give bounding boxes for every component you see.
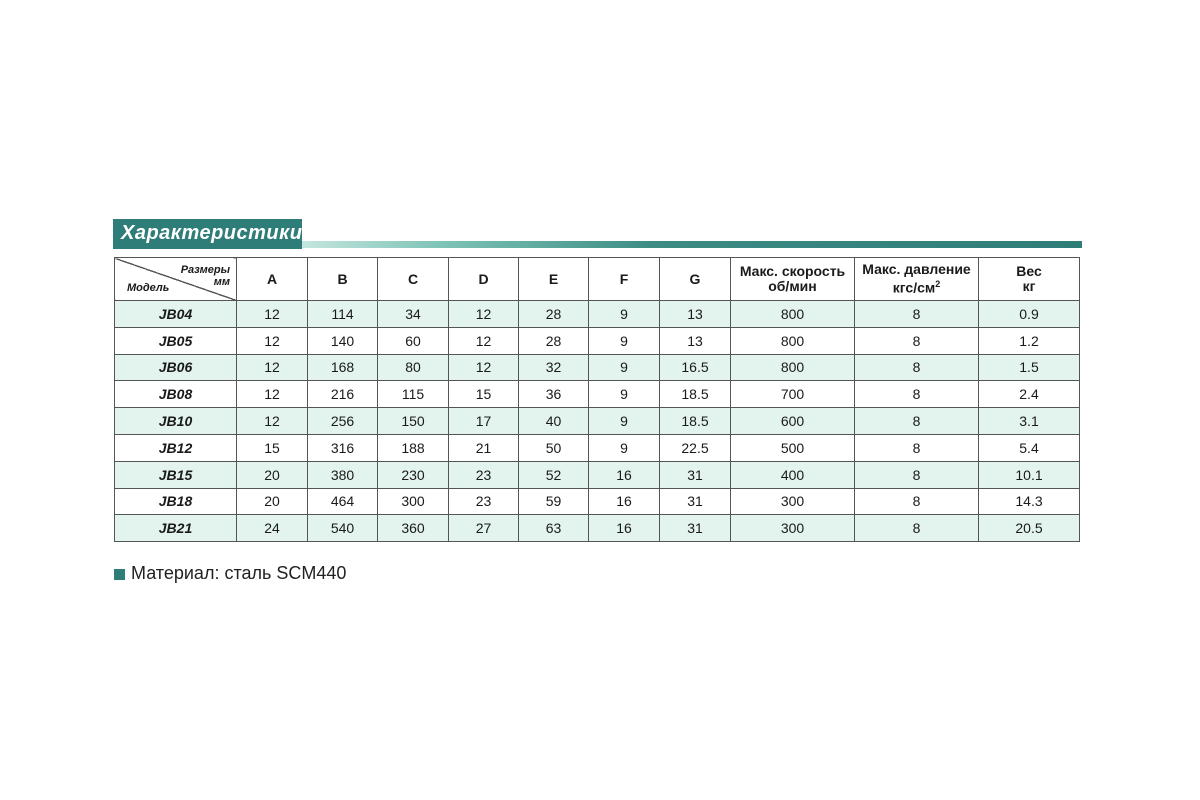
table-cell: 63: [519, 515, 589, 542]
table-cell: 230: [378, 461, 449, 488]
table-cell: 36: [519, 381, 589, 408]
table-cell: 800: [731, 301, 855, 328]
table-row: [115, 461, 1080, 488]
table-cell: 18.5: [660, 408, 731, 435]
bullet-square-icon: [114, 569, 125, 580]
table-cell: 27: [449, 515, 519, 542]
table-cell: 168: [308, 354, 378, 381]
table-cell: 12: [449, 327, 519, 354]
table-cell: 21: [449, 434, 519, 461]
table-cell: 8: [855, 461, 979, 488]
model-cell: JB05: [115, 327, 237, 354]
table-cell: 8: [855, 381, 979, 408]
table-cell: 8: [855, 434, 979, 461]
table-cell: 12: [237, 381, 308, 408]
header-col-d: D: [449, 258, 519, 301]
table-cell: 16: [589, 515, 660, 542]
table-cell: 114: [308, 301, 378, 328]
table-cell: 24: [237, 515, 308, 542]
table-cell: 20: [237, 488, 308, 515]
table-cell: 8: [855, 301, 979, 328]
header-max-pressure: Макс. давление кгс/$см^2$: [855, 258, 979, 301]
table-row: [115, 515, 1080, 542]
table-cell: 31: [660, 488, 731, 515]
table-header-row: [115, 258, 1080, 301]
table-cell: 150: [378, 408, 449, 435]
table-cell: 59: [519, 488, 589, 515]
table-cell: 9: [589, 434, 660, 461]
table-cell: 9: [589, 408, 660, 435]
table-cell: 22.5: [660, 434, 731, 461]
table-cell: 12: [449, 301, 519, 328]
table-cell: 0.9: [979, 301, 1080, 328]
table-cell: 8: [855, 488, 979, 515]
corner-dimensions-label: Размеры мм: [180, 264, 230, 288]
table-cell: 13: [660, 327, 731, 354]
table-cell: 12: [449, 354, 519, 381]
section-title-rule: [302, 241, 1082, 248]
table-cell: 1.5: [979, 354, 1080, 381]
table-cell: 40: [519, 408, 589, 435]
table-cell: 300: [378, 488, 449, 515]
header-col-c: C: [378, 258, 449, 301]
table-cell: 32: [519, 354, 589, 381]
model-cell: JB06: [115, 354, 237, 381]
table-cell: 300: [731, 515, 855, 542]
table-cell: 20.5: [979, 515, 1080, 542]
header-col-a: A: [237, 258, 308, 301]
table-cell: 8: [855, 408, 979, 435]
header-col-b: B: [308, 258, 378, 301]
section-title: Характеристики: [121, 222, 303, 244]
table-cell: 12: [237, 301, 308, 328]
table-cell: 400: [731, 461, 855, 488]
table-cell: 17: [449, 408, 519, 435]
corner-model-label: Модель: [127, 282, 170, 294]
table-row: [115, 301, 1080, 328]
table-cell: 52: [519, 461, 589, 488]
model-cell: JB15: [115, 461, 237, 488]
table-cell: 12: [237, 354, 308, 381]
table-cell: 16: [589, 461, 660, 488]
table-cell: 800: [731, 354, 855, 381]
table-cell: 23: [449, 488, 519, 515]
table-cell: 540: [308, 515, 378, 542]
table-cell: 13: [660, 301, 731, 328]
table-row: [115, 327, 1080, 354]
table-cell: 140: [308, 327, 378, 354]
table-cell: 8: [855, 354, 979, 381]
table-cell: 2.4: [979, 381, 1080, 408]
table-cell: 380: [308, 461, 378, 488]
table-cell: 23: [449, 461, 519, 488]
table-cell: 34: [378, 301, 449, 328]
table-cell: 80: [378, 354, 449, 381]
table-cell: 16.5: [660, 354, 731, 381]
table-cell: 500: [731, 434, 855, 461]
table-cell: 28: [519, 301, 589, 328]
table-row: [115, 381, 1080, 408]
table-cell: 20: [237, 461, 308, 488]
table-cell: 360: [378, 515, 449, 542]
model-cell: JB04: [115, 301, 237, 328]
model-cell: JB18: [115, 488, 237, 515]
table-cell: 464: [308, 488, 378, 515]
table-cell: 12: [237, 408, 308, 435]
header-col-e: E: [519, 258, 589, 301]
header-col-g: G: [660, 258, 731, 301]
table-row: [115, 488, 1080, 515]
model-cell: JB10: [115, 408, 237, 435]
table-row: [115, 354, 1080, 381]
table-cell: 115: [378, 381, 449, 408]
table-cell: 256: [308, 408, 378, 435]
model-cell: JB21: [115, 515, 237, 542]
table-cell: 14.3: [979, 488, 1080, 515]
specifications-table: [114, 257, 1080, 542]
table-cell: 800: [731, 327, 855, 354]
table-cell: 216: [308, 381, 378, 408]
table-cell: 31: [660, 515, 731, 542]
table-cell: 60: [378, 327, 449, 354]
table-cell: 300: [731, 488, 855, 515]
table-cell: 700: [731, 381, 855, 408]
table-cell: 9: [589, 327, 660, 354]
table-row: [115, 408, 1080, 435]
table-cell: 50: [519, 434, 589, 461]
table-cell: 8: [855, 515, 979, 542]
header-weight: Вес кг: [979, 258, 1080, 301]
table-cell: 10.1: [979, 461, 1080, 488]
table-cell: 8: [855, 327, 979, 354]
header-max-speed: Макс. скорость об/мин: [731, 258, 855, 301]
table-cell: 12: [237, 327, 308, 354]
material-note: [114, 563, 346, 584]
material-note-text: Материал: сталь SCM440: [131, 563, 347, 583]
table-cell: 600: [731, 408, 855, 435]
header-col-f: F: [589, 258, 660, 301]
table-cell: 16: [589, 488, 660, 515]
table-cell: 15: [449, 381, 519, 408]
table-cell: 15: [237, 434, 308, 461]
model-cell: JB12: [115, 434, 237, 461]
table-cell: 9: [589, 381, 660, 408]
header-corner-cell: [115, 258, 237, 301]
table-cell: 5.4: [979, 434, 1080, 461]
table-cell: 3.1: [979, 408, 1080, 435]
table-cell: 31: [660, 461, 731, 488]
model-cell: JB08: [115, 381, 237, 408]
table-row: [115, 434, 1080, 461]
table-cell: 28: [519, 327, 589, 354]
table-cell: 1.2: [979, 327, 1080, 354]
section-title-box: [113, 219, 302, 249]
table-cell: 316: [308, 434, 378, 461]
table-cell: 188: [378, 434, 449, 461]
table-cell: 18.5: [660, 381, 731, 408]
table-cell: 9: [589, 354, 660, 381]
section-header: [113, 219, 1082, 249]
table-cell: 9: [589, 301, 660, 328]
